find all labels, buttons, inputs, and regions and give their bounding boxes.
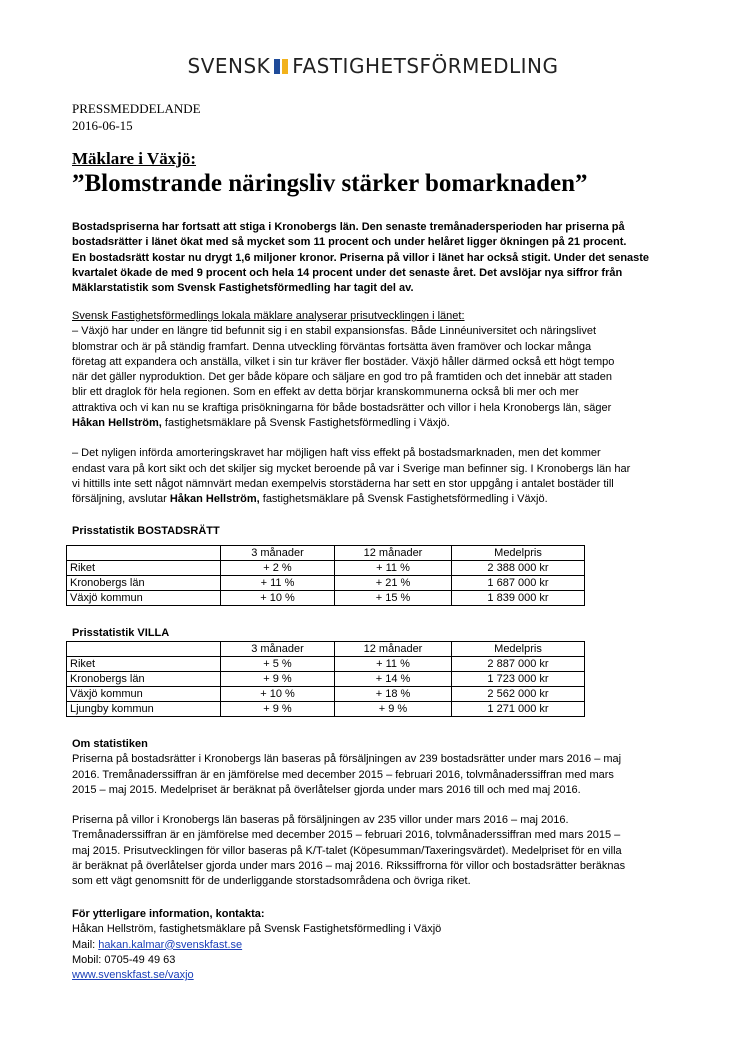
quote-attribution: fastighetsmäklare på Svensk Fastighetsförmedling i Växjö. xyxy=(161,417,450,430)
statistics-line: Priserna på bostadsrätter i Kronobergs län baseras på försäljningen av 239 bostadsrätter under mars 2016 – maj xyxy=(72,753,622,766)
statistics-line: som ett vägt genomsnitt för de underliggande storstadsområdena och övriga riket. xyxy=(72,875,471,888)
table-row xyxy=(67,561,585,576)
table-header-cell xyxy=(67,546,221,561)
brand-name-part1: SVENSK xyxy=(187,54,271,78)
email-link[interactable]: hakan.kalmar@svenskfast.se xyxy=(98,938,243,951)
table-cell: + 10 % xyxy=(221,591,335,606)
mail-label: Mail: xyxy=(72,938,99,951)
contact-mobile: Mobil: 0705-49 49 63 xyxy=(72,953,176,966)
table-cell: + 9 % xyxy=(335,702,452,717)
intro-line: kvartalet ökade de med 9 procent och hela 14 procent under det senaste året. Det avslöjar nya siffror från xyxy=(72,266,623,279)
quote-line: företag att expandera och anställa, vilket i sin tur kräver fler bostäder. Växjö håller därmed också ett högt tempo xyxy=(72,355,615,368)
kicker: Mäklare i Växjö: xyxy=(72,149,197,168)
quote-person-name: Håkan Hellström, xyxy=(169,493,260,506)
table-row xyxy=(67,657,585,672)
table-cell: + 11 % xyxy=(335,561,452,576)
table-cell: 1 839 000 kr xyxy=(452,591,585,606)
document-meta xyxy=(72,100,201,134)
quote-line: – Det nyligen införda amorteringskravet har möjligen haft viss effekt på bostadsmarknaden, men det kommer xyxy=(72,447,601,460)
contact-name: Håkan Hellström, fastighetsmäklare på Svensk Fastighetsförmedling i Växjö xyxy=(72,923,442,936)
table-cell: + 9 % xyxy=(221,672,335,687)
contact-section xyxy=(72,907,662,983)
document-type: PRESSMEDDELANDE xyxy=(72,101,201,116)
analysis-section xyxy=(72,309,662,508)
table-header-cell: 3 månader xyxy=(221,546,335,561)
table-cell: Kronobergs län xyxy=(67,672,221,687)
statistics-line: 2015 – maj 2015. Medelpriset är beräknat på överlåtelser gjorda under mars 2016 till och med maj 2016. xyxy=(72,783,581,796)
table-header-row xyxy=(67,546,585,561)
table-cell: + 11 % xyxy=(335,657,452,672)
analysis-heading: Svensk Fastighetsförmedlings lokala mäklare analyserar prisutvecklingen i länet: xyxy=(72,310,465,322)
intro-line: bostadsrätter i länet ökat med så mycket som 11 procent och under helåret ligger ökningen på 21 procent. xyxy=(72,236,627,249)
table-cell: + 15 % xyxy=(335,591,452,606)
table-header-cell: 3 månader xyxy=(221,642,335,657)
statistics-section xyxy=(72,737,662,890)
table-header-cell: Medelpris xyxy=(452,546,585,561)
table-cell: + 9 % xyxy=(221,702,335,717)
statistics-line: Tremånaderssiffran är en jämförelse med december 2015 – februari 2016, tolvmånaderssiffran med mars 2015 – xyxy=(72,829,621,842)
table-row xyxy=(67,576,585,591)
table-header-cell: 12 månader xyxy=(335,642,452,657)
quote-person-name: Håkan Hellström, xyxy=(72,417,162,430)
table-cell: Växjö kommun xyxy=(67,591,221,606)
contact-mail-row xyxy=(72,938,662,953)
table-cell: Växjö kommun xyxy=(67,687,221,702)
quote-line: blir ett draglok för hela regionen. Som en effekt av detta börjar kranskommunerna också bli mer och mer xyxy=(72,386,579,399)
quote-line: – Växjö har under en längre tid befunnit sig i en stabil expansionsfas. Både Linnéuniversitet och näringslivet xyxy=(72,325,597,338)
table-header-cell xyxy=(67,642,221,657)
table-cell: Riket xyxy=(67,561,221,576)
table-cell: Kronobergs län xyxy=(67,576,221,591)
quote-line xyxy=(72,416,662,431)
price-table-villa xyxy=(66,641,585,717)
table-title-bostadsratt: Prisstatistik BOSTADSRÄTT xyxy=(72,525,220,537)
table-cell: Riket xyxy=(67,657,221,672)
statistics-line: är beräknat på överlåtelser gjorda under mars 2016 – maj 2016. Rikssiffrorna för villor och bostadsrätter beräknas xyxy=(72,860,626,873)
table-row xyxy=(67,687,585,702)
table-cell: 1 271 000 kr xyxy=(452,702,585,717)
website-link[interactable]: www.svenskfast.se/vaxjo xyxy=(72,969,194,982)
table-cell: Ljungby kommun xyxy=(67,702,221,717)
table-cell: + 10 % xyxy=(221,687,335,702)
statistics-heading: Om statistiken xyxy=(72,738,148,750)
table-row xyxy=(67,702,585,717)
table-header-cell: Medelpris xyxy=(452,642,585,657)
table-cell: 2 562 000 kr xyxy=(452,687,585,702)
table-cell: + 11 % xyxy=(221,576,335,591)
table-header-cell: 12 månader xyxy=(335,546,452,561)
statistics-line: maj 2015. Prisutvecklingen för villor baseras på K/T-talet (Köpesumman/Taxeringsvärdet). Medelpriset för en villa xyxy=(72,844,622,857)
table-cell: + 18 % xyxy=(335,687,452,702)
table-cell: + 21 % xyxy=(335,576,452,591)
intro-line: Mäklarstatistik som Svensk Fastighetsförmedling har tagit del av. xyxy=(72,282,414,295)
brand-logo xyxy=(0,54,746,78)
quote-line: endast vara på kort sikt och det skiljer sig mycket beroende på var i Sverige man befinner sig. I Kronobergs län har xyxy=(72,462,631,475)
table-cell: 1 723 000 kr xyxy=(452,672,585,687)
table-cell: + 5 % xyxy=(221,657,335,672)
quote-attribution: fastighetsmäklare på Svensk Fastighetsförmedling i Växjö. xyxy=(259,493,548,506)
quote-line xyxy=(72,492,662,507)
table-cell: 2 887 000 kr xyxy=(452,657,585,672)
quote-line: blomstrar och är på ständig framfart. Denna utveckling förväntas fortsätta även framöver och lockar många xyxy=(72,340,592,353)
quote-text: försäljning, avslutar xyxy=(72,493,170,506)
table-header-row xyxy=(67,642,585,657)
quote-line: vi hittills inte sett något nämnvärt medan exempelvis storstäderna har sett en stor uppgång i antalet bostäder till xyxy=(72,477,614,490)
table-row xyxy=(67,591,585,606)
brand-name-part2: FASTIGHETSFÖRMEDLING xyxy=(292,54,559,78)
table-cell: 2 388 000 kr xyxy=(452,561,585,576)
table-cell: 1 687 000 kr xyxy=(452,576,585,591)
headline: ”Blomstrande näringsliv stärker bomarknaden” xyxy=(72,170,588,197)
intro-line: En bostadsrätt kostar nu drygt 1,6 miljoner kronor. Priserna på villor i länet har också stigit. Under det senaste xyxy=(72,251,650,264)
price-table-bostadsratt xyxy=(66,545,585,606)
quote-line: attraktiva och vi kan nu se kraftiga prisökningarna för både bostadsrätter och villor i hela Kronobergs län, säger xyxy=(72,401,612,414)
table-title-villa: Prisstatistik VILLA xyxy=(72,627,170,639)
contact-heading: För ytterligare information, kontakta: xyxy=(72,908,265,920)
intro-paragraph xyxy=(72,220,662,296)
table-row xyxy=(67,672,585,687)
document-date: 2016-06-15 xyxy=(72,118,133,133)
flag-logo-icon xyxy=(274,55,288,70)
table-cell: + 14 % xyxy=(335,672,452,687)
intro-line: Bostadspriserna har fortsatt att stiga i Kronobergs län. Den senaste tremånadersperioden har priserna på xyxy=(72,221,625,233)
statistics-line: Priserna på villor i Kronobergs län baseras på försäljningen av 235 villor under mars 2016 – maj 2016. xyxy=(72,814,569,827)
statistics-line: 2016. Tremånaderssiffran är en jämförelse med december 2015 – februari 2016, tolvmånaderssiffran med mars xyxy=(72,768,614,781)
quote-line: när det gäller nyproduktion. Det ger både köpare och säljare en god tro på framtiden och det innebär att staden xyxy=(72,371,612,384)
table-cell: + 2 % xyxy=(221,561,335,576)
